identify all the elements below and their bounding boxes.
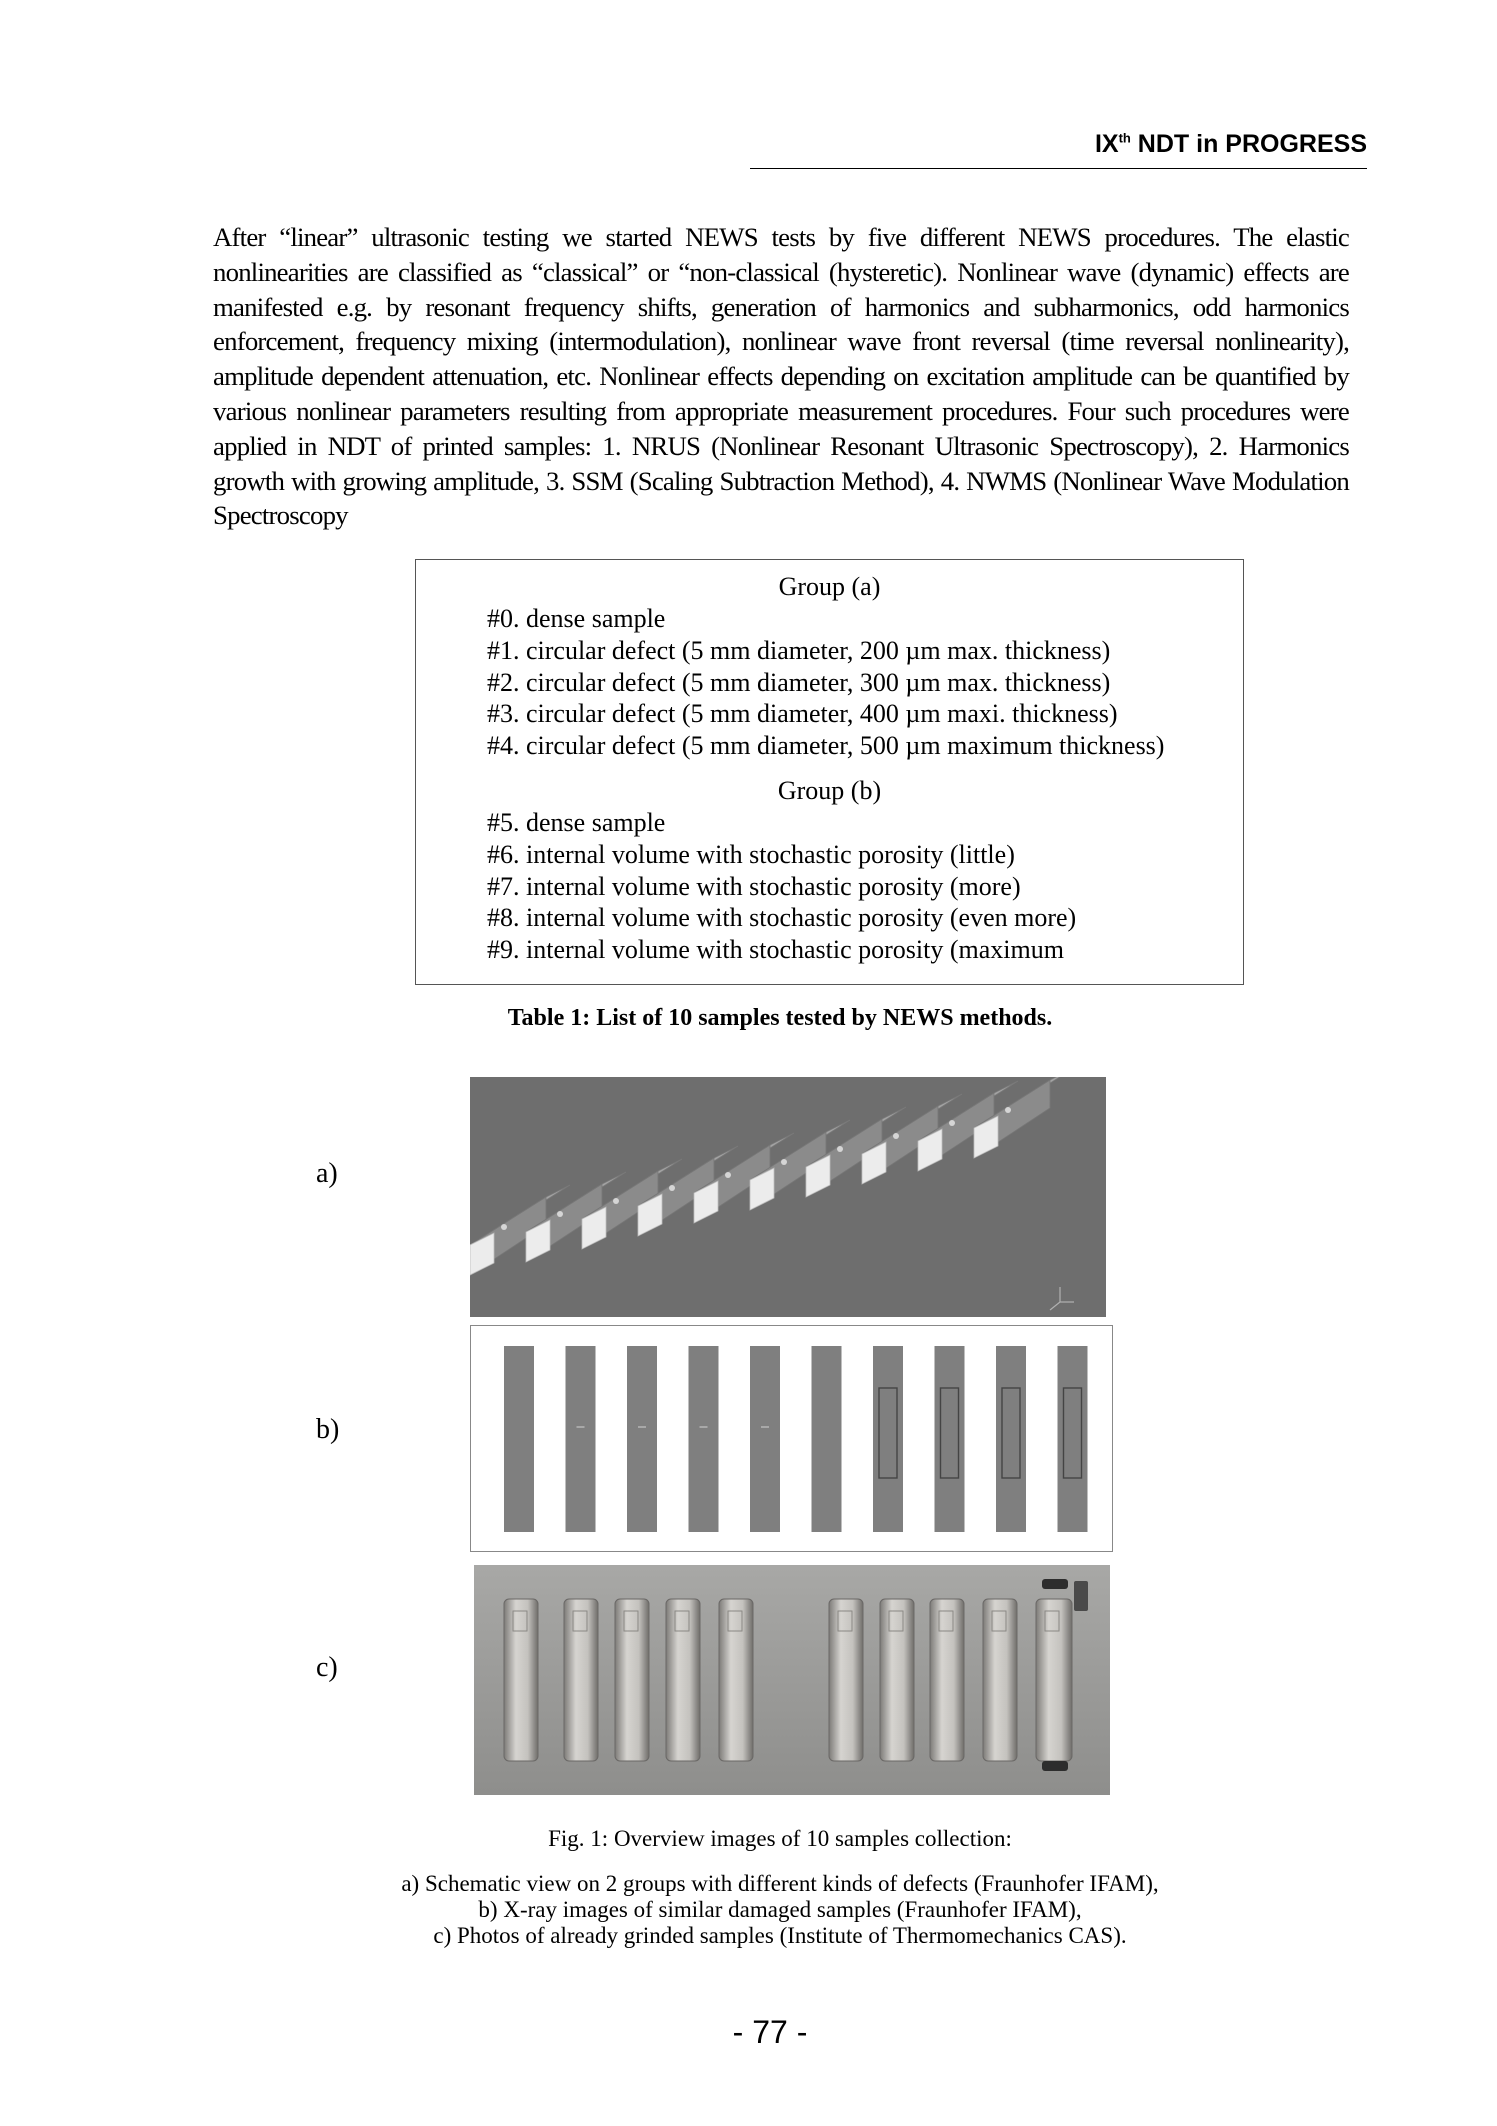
xray-strip xyxy=(935,1346,965,1532)
xray-strip xyxy=(627,1346,657,1532)
sample-bar-photo xyxy=(564,1599,598,1761)
sample-bar-photo xyxy=(829,1599,863,1761)
page-number: - 77 - xyxy=(732,2014,808,2050)
running-header xyxy=(750,126,1367,169)
sample-item: #6. internal volume with stochastic porosity (little) xyxy=(487,840,1015,869)
sample-list-box xyxy=(415,559,1244,985)
sample-item: #4. circular defect (5 mm diameter, 500 µm maximum thickness) xyxy=(487,731,1165,760)
panel-label-a: a) xyxy=(316,1158,338,1189)
sample-bar-photo xyxy=(983,1599,1017,1761)
body-paragraph: After “linear” ultrasonic testing we started NEWS tests by five different NEWS procedures. The elastic nonlinearities are classified as “classical” or “non-classical (hysteretic). Nonlinear wave (dynamic) effects are manifested e.g. by resonant frequency shifts, generation of harmonics and subharmonics, odd harmonics enforcement, frequency mixing (intermodulation), nonlinear wave front reversal (time reversal nonlinearity), amplitude dependent attenuation, etc. Nonlinear effects depending on excitation amplitude can be quantified by various nonlinear parameters resulting from appropriate measurement procedures. Four such procedures were applied in NDT of printed samples: 1. NRUS (Nonlinear Resonant Ultrasonic Spectroscopy), 2. Harmonics growth with growing amplitude, 3. SSM (Scaling Subtraction Method), 4. NWMS (Nonlinear Wave Modulation Spectroscopy xyxy=(213,222,1349,531)
header-title: IXth NDT in PROGRESS xyxy=(1094,130,1367,158)
figure-caption-title: Fig. 1: Overview images of 10 samples collection: xyxy=(548,1826,1012,1851)
sample-bar-photo xyxy=(719,1599,753,1761)
sample-item: #1. circular defect (5 mm diameter, 200 µm max. thickness) xyxy=(487,636,1111,665)
samples-photo xyxy=(474,1565,1110,1795)
xray-strip xyxy=(750,1346,780,1532)
panel-label-b: b) xyxy=(316,1414,340,1445)
xray-strip xyxy=(689,1346,719,1532)
sample-item: #8. internal volume with stochastic porosity (even more) xyxy=(487,903,1077,932)
group-a-title: Group (a) xyxy=(778,572,881,601)
xray-strip xyxy=(566,1346,596,1532)
sample-item: #3. circular defect (5 mm diameter, 400 µm maxi. thickness) xyxy=(487,699,1118,728)
xray-strip xyxy=(812,1346,842,1532)
table-caption: Table 1: List of 10 samples tested by NEWS methods. xyxy=(507,1005,1053,1031)
sample-bar-photo xyxy=(930,1599,964,1761)
sample-bar-photo xyxy=(666,1599,700,1761)
group-b-title: Group (b) xyxy=(777,776,882,805)
xray-images xyxy=(470,1325,1113,1552)
sample-bar-photo xyxy=(615,1599,649,1761)
sample-item: #0. dense sample xyxy=(487,604,666,633)
xray-strip xyxy=(1058,1346,1088,1532)
xray-strip xyxy=(504,1346,534,1532)
figure-caption-line: b) X-ray images of similar damaged samples (Fraunhofer IFAM), xyxy=(478,1897,1082,1922)
figure-caption-line: c) Photos of already grinded samples (Institute of Thermomechanics CAS). xyxy=(433,1923,1127,1948)
panel-label-c: c) xyxy=(316,1652,338,1683)
schematic-view-image xyxy=(470,1077,1106,1317)
sample-bar-photo xyxy=(880,1599,914,1761)
figure-caption-line: a) Schematic view on 2 groups with different kinds of defects (Fraunhofer IFAM), xyxy=(401,1871,1159,1896)
sample-item: #5. dense sample xyxy=(487,808,666,837)
xray-strip xyxy=(996,1346,1026,1532)
sample-item: #9. internal volume with stochastic porosity (maximum xyxy=(487,935,1064,964)
xray-strips-drawing xyxy=(471,1326,1111,1550)
sample-item: #7. internal volume with stochastic porosity (more) xyxy=(487,872,1021,901)
sample-item: #2. circular defect (5 mm diameter, 300 µm max. thickness) xyxy=(487,668,1111,697)
sample-bar-photo xyxy=(504,1599,538,1761)
samples-photo-drawing xyxy=(474,1565,1110,1795)
schematic-bars-drawing xyxy=(470,1077,1106,1317)
xray-strip xyxy=(873,1346,903,1532)
